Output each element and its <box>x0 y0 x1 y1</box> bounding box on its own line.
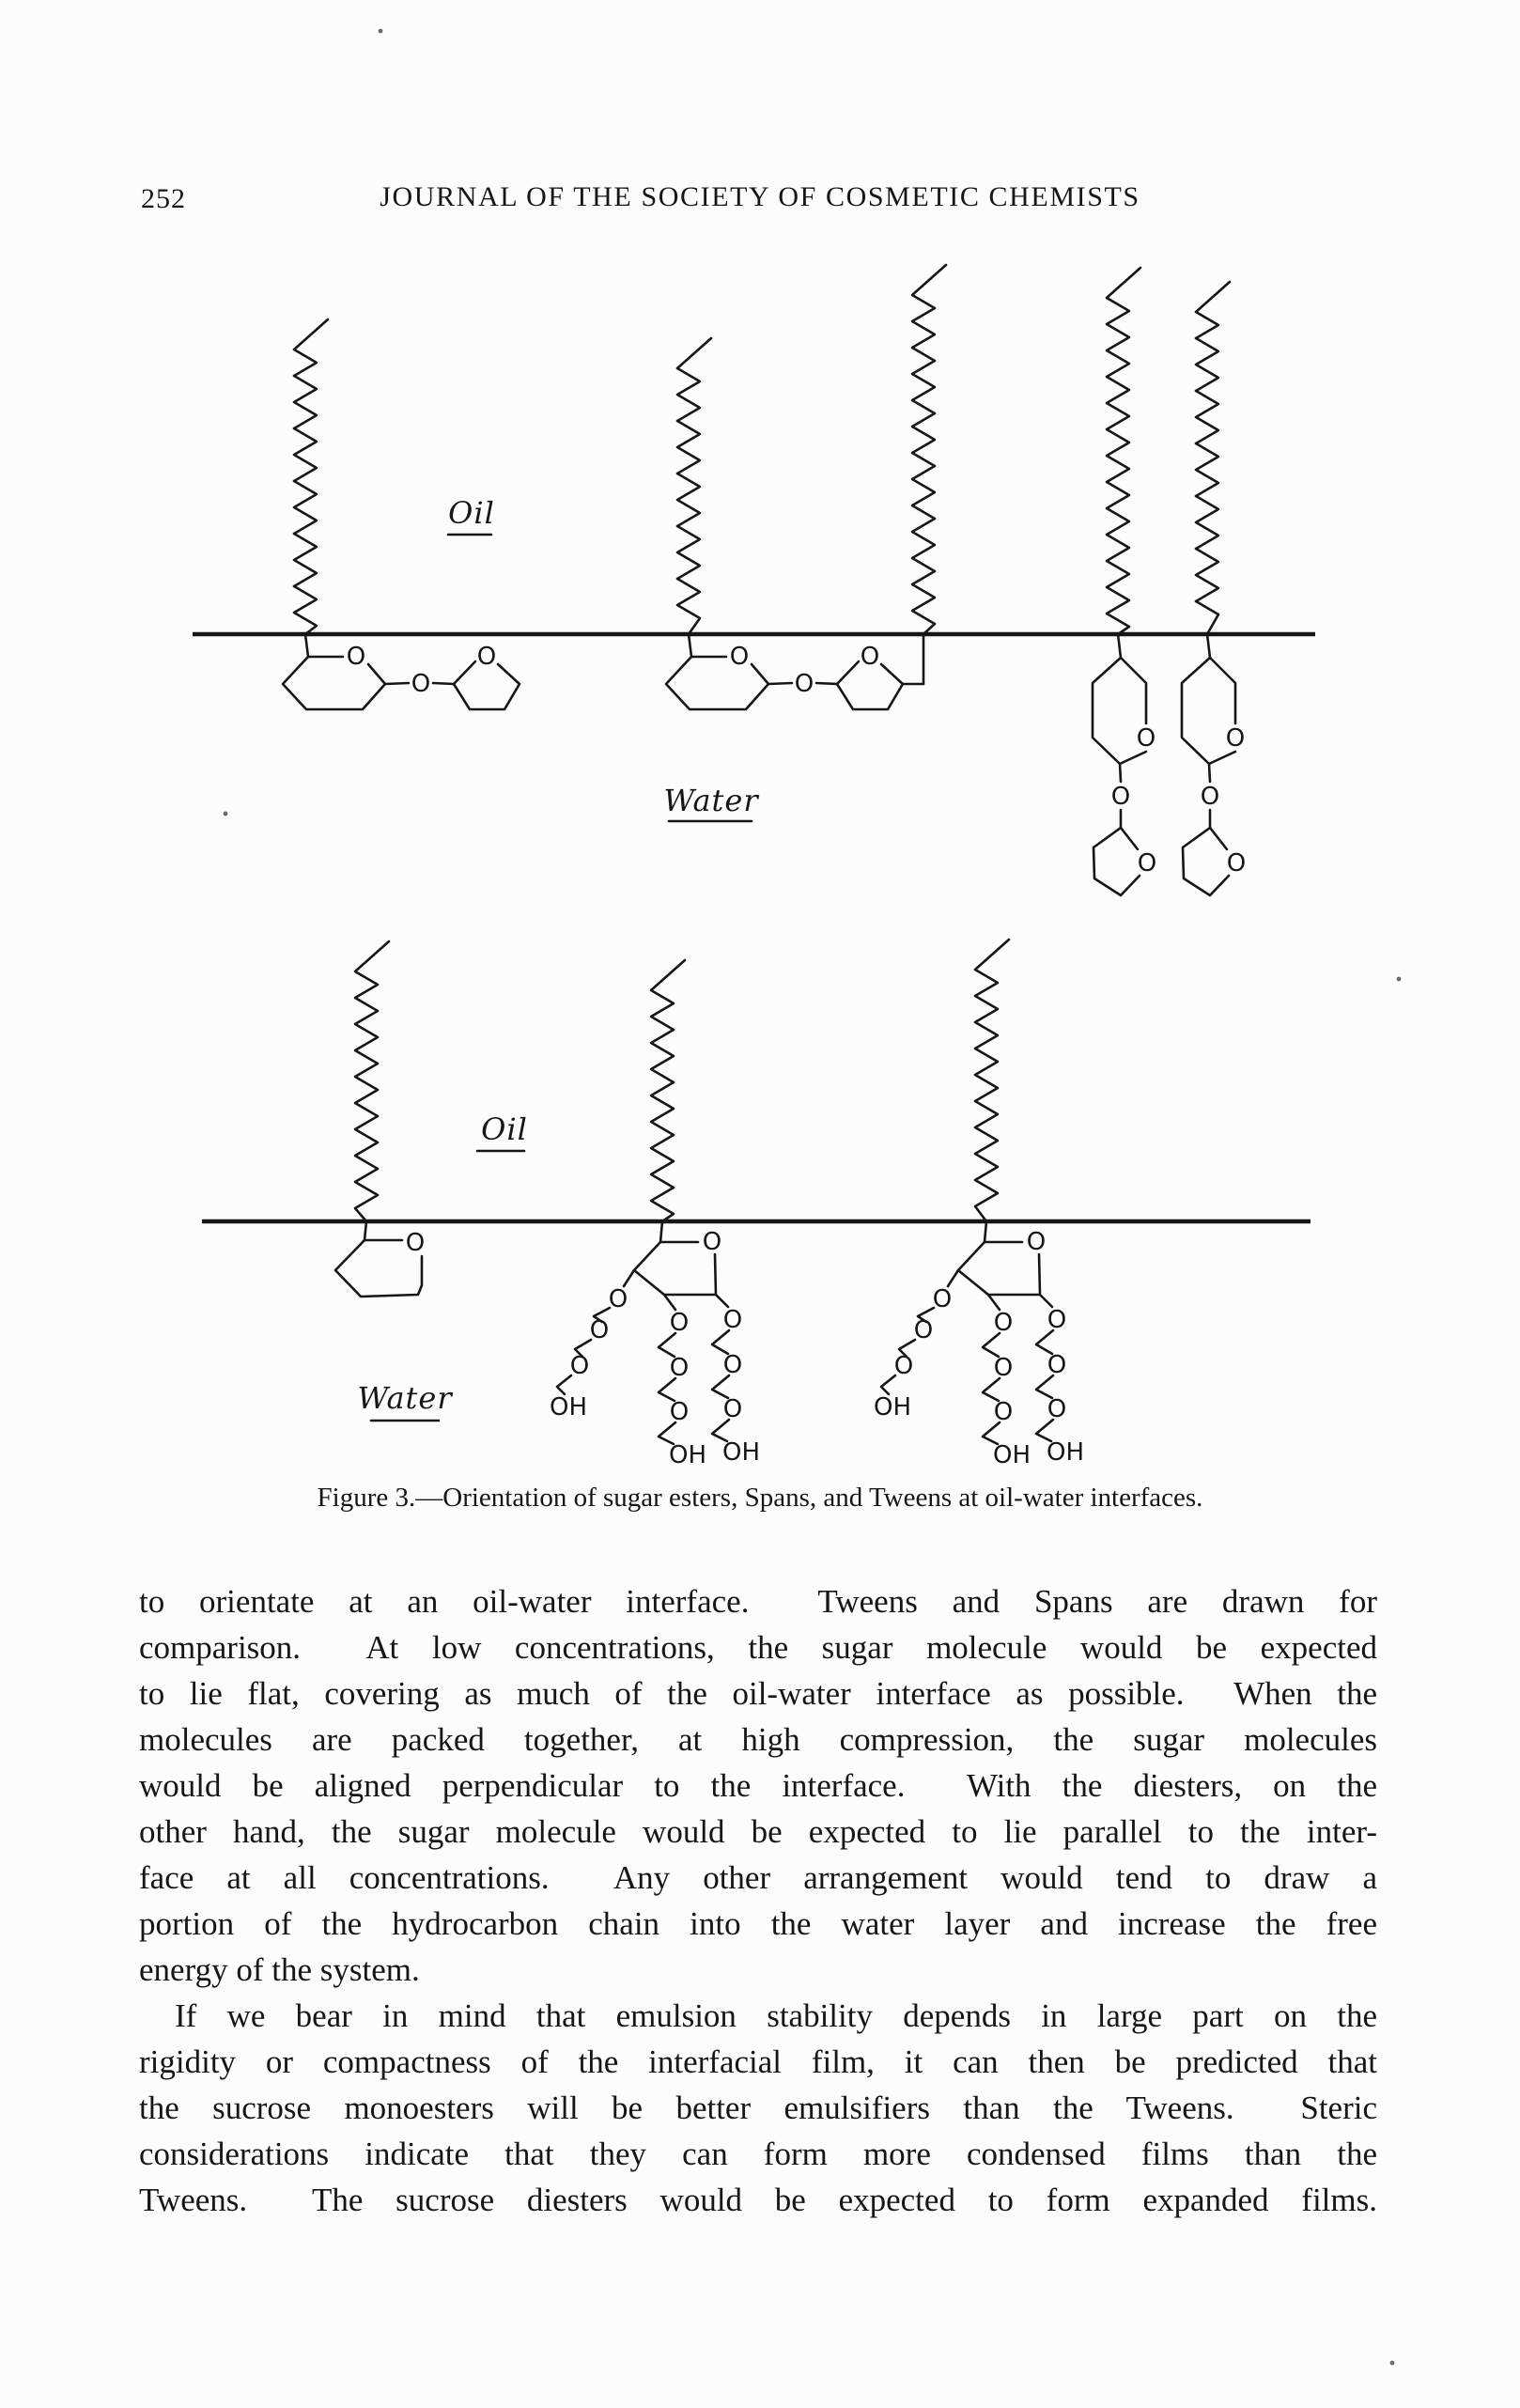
molecule-bond <box>1118 634 1121 658</box>
molecule-bond <box>557 1375 571 1394</box>
oxygen-atom-label: O <box>1137 849 1157 878</box>
oxygen-atom-label: O <box>993 1354 1014 1382</box>
molecule-bond <box>1107 268 1140 634</box>
body-text <box>139 1578 1377 2223</box>
oil-phase-label: Oil <box>481 1111 528 1147</box>
molecule-bond <box>881 1375 895 1394</box>
oxygen-atom-label: O <box>893 1352 914 1380</box>
oxygen-atom-label: O <box>1226 849 1247 878</box>
oxygen-atom-label: O <box>569 1352 590 1380</box>
molecule-bond <box>903 634 923 684</box>
molecule-bond <box>355 941 389 1221</box>
scan-speck <box>1390 2361 1395 2366</box>
molecule-bond <box>912 265 946 634</box>
molecule-bond <box>664 1295 675 1310</box>
hydroxyl-group-label: OH <box>873 1393 912 1421</box>
molecule-bond <box>1209 764 1210 782</box>
oxygen-atom-label: O <box>993 1398 1014 1426</box>
body-line: the sucrose monoesters will be better emulsifiers than the Tweens. Steric <box>139 2090 1377 2126</box>
hydroxyl-group-label: OH <box>668 1441 707 1469</box>
water-phase-label: Water <box>357 1380 453 1416</box>
molecule-bond <box>985 1221 986 1242</box>
oxygen-atom-label: O <box>1047 1395 1067 1423</box>
oxygen-atom-label: O <box>589 1316 610 1344</box>
molecule-bond <box>660 1221 662 1242</box>
oxygen-atom-label: O <box>794 670 814 698</box>
body-line: portion of the hydrocarbon chain into the water layer and increase the free <box>139 1905 1377 1942</box>
oxygen-atom-label: O <box>932 1285 953 1313</box>
molecule-bond <box>689 634 691 657</box>
body-line: other hand, the sugar molecule would be expected to lie parallel to the inter- <box>139 1813 1377 1850</box>
page-number: 252 <box>141 183 186 214</box>
oxygen-atom-label: O <box>729 643 750 671</box>
hydroxyl-group-label: OH <box>549 1393 588 1421</box>
oxygen-atom-label: O <box>608 1285 628 1313</box>
oxygen-atom-label: O <box>860 643 880 671</box>
molecule-bond <box>677 338 711 634</box>
oxygen-atom-label: O <box>722 1395 743 1423</box>
oxygen-atom-label: O <box>1225 724 1246 753</box>
molecule-bond <box>1121 658 1146 723</box>
molecule-bond <box>454 664 520 709</box>
body-line: to orientate at an oil-water interface. Tweens and Spans are drawn for <box>139 1583 1377 1620</box>
body-line: considerations indicate that they can form more condensed films than the <box>139 2136 1377 2172</box>
molecule-bond <box>364 1221 366 1240</box>
figure-caption: Figure 3.—Orientation of sugar esters, Spans, and Tweens at oil-water interfaces. <box>317 1483 1203 1513</box>
water-phase-label: Water <box>663 783 759 818</box>
molecule-bond <box>1210 658 1235 723</box>
molecule-bond <box>305 634 308 657</box>
body-line: rigidity or compactness of the interfacial film, it can then be predicted that <box>139 2043 1377 2080</box>
molecule-bond <box>837 664 903 709</box>
molecule-bond <box>1093 828 1140 895</box>
body-line: If we bear in mind that emulsion stability depends in large part on the <box>175 1997 1377 2034</box>
oxygen-atom-label: O <box>346 643 366 671</box>
oxygen-atom-label: O <box>993 1309 1014 1337</box>
hydroxyl-group-label: OH <box>721 1438 761 1467</box>
oxygen-atom-label: O <box>1047 1306 1067 1334</box>
body-line: would be aligned perpendicular to the interface. With the diesters, on the <box>139 1767 1377 1804</box>
molecule-bond <box>1121 828 1138 849</box>
body-line: comparison. At low concentrations, the sugar molecule would be expected <box>139 1629 1377 1666</box>
molecule-bond <box>1207 634 1210 658</box>
oxygen-atom-label: O <box>1136 724 1156 753</box>
oxygen-atom-label: O <box>1110 783 1131 811</box>
oil-phase-label: Oil <box>448 495 495 531</box>
molecule-bond <box>948 1270 958 1286</box>
body-line: Tweens. The sucrose diesters would be expected to form expanded films. <box>139 2182 1377 2218</box>
molecule-bond <box>1120 764 1121 782</box>
molecule-bond <box>294 319 328 634</box>
body-line: face at all concentrations. Any other arrangement would tend to draw a <box>139 1859 1377 1896</box>
molecule-bond <box>1196 282 1230 634</box>
molecule-bond <box>988 1295 1000 1310</box>
oxygen-atom-label: O <box>669 1398 690 1426</box>
body-line: to lie flat, covering as much of the oil-water interface as possible. When the <box>139 1675 1377 1712</box>
molecule-bond <box>837 661 859 684</box>
oxygen-atom-label: O <box>1047 1351 1067 1379</box>
oxygen-atom-label: O <box>1200 783 1220 811</box>
oxygen-atom-label: O <box>722 1351 743 1379</box>
molecule-bond <box>624 1270 634 1286</box>
oxygen-atom-label: O <box>669 1309 690 1337</box>
scan-speck <box>1397 977 1402 982</box>
molecule-bond <box>816 683 837 684</box>
journal-title: JOURNAL OF THE SOCIETY OF COSMETIC CHEMISTS <box>380 181 1140 212</box>
oxygen-atom-label: O <box>476 643 497 671</box>
molecule-bond <box>454 661 475 684</box>
molecule-bond <box>1210 828 1227 849</box>
oxygen-atom-label: O <box>669 1354 690 1382</box>
hydroxyl-group-label: OH <box>992 1441 1031 1469</box>
molecule-bond <box>768 683 792 684</box>
scan-speck <box>379 29 383 34</box>
scan-speck <box>224 812 228 816</box>
molecule-bond <box>664 1254 716 1295</box>
molecule-bond <box>666 657 768 709</box>
molecule-bond <box>433 683 454 684</box>
molecule-bond <box>651 960 685 1221</box>
molecule-bond <box>634 1242 664 1295</box>
molecule-bond <box>1183 828 1229 895</box>
molecule-bond <box>988 1254 1040 1295</box>
oxygen-atom-label: O <box>1026 1228 1047 1256</box>
oxygen-atom-label: O <box>411 670 431 698</box>
oxygen-atom-label: O <box>722 1306 743 1334</box>
body-line: energy of the system. <box>139 1951 420 1988</box>
oxygen-atom-label: O <box>405 1229 426 1257</box>
molecule-bond <box>385 683 409 684</box>
molecule-bond <box>283 657 385 709</box>
molecule-bond <box>975 940 1009 1221</box>
molecule-bond <box>958 1242 988 1295</box>
hydroxyl-group-label: OH <box>1046 1438 1085 1467</box>
oxygen-atom-label: O <box>913 1316 934 1344</box>
body-line: molecules are packed together, at high compression, the sugar molecules <box>139 1721 1377 1758</box>
oxygen-atom-label: O <box>702 1228 722 1256</box>
